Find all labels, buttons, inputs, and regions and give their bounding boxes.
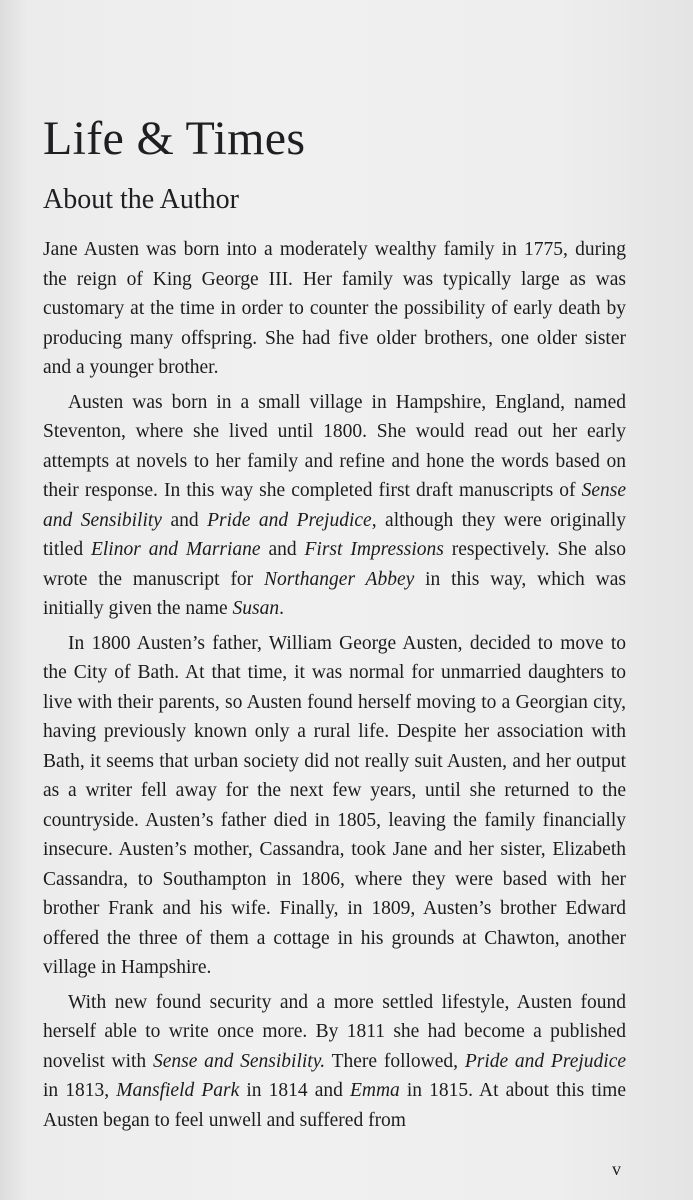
text-run: in this way, which was initially given the name <box>43 568 626 619</box>
text-run: . <box>279 598 285 619</box>
italic-title: Pride and Prejudice <box>207 509 372 531</box>
paragraph <box>43 388 626 624</box>
text-run: and <box>260 539 305 560</box>
italic-title: Elinor and Marriane <box>90 539 261 560</box>
paragraph <box>43 629 626 983</box>
page-number: v <box>612 1159 621 1179</box>
section-heading: About the Author <box>43 184 239 215</box>
text-run: in 1814 and <box>239 1080 350 1101</box>
text-run: and <box>161 509 208 531</box>
text-run: in 1813, <box>43 1080 117 1101</box>
text-run: , although they were originally titled <box>43 509 626 560</box>
italic-title: Sense and Sensibility. <box>152 1050 326 1072</box>
italic-title: Northanger Abbey <box>264 568 415 590</box>
paragraph <box>43 235 626 383</box>
paragraph <box>43 988 626 1136</box>
italic-title: First Impressions <box>304 539 444 560</box>
italic-title: Sense and Sensibility <box>43 480 626 531</box>
italic-title: Mansfield Park <box>116 1080 240 1101</box>
text-run: respectively. She also wrote the manuscript for <box>43 539 626 590</box>
body-text <box>43 235 626 1135</box>
text-run: In 1800 Austen’s father, William George Austen, decided to move to the City of Bath. At that time, it was normal for unmarried daughters to live with their parents, so Austen found herself moving to a Georgian city, having previously known only a rural life. Despite her association with Bath, it seems that urban society did not really suit Austen, and her output as a writer fell away for the next few years, until she returned to the countryside. Austen’s father died in 1805, leaving the family financially insecure. Austen’s mother, Cassandra, took Jane and her sister, Elizabeth Cassandra, to Southampton in 1806, where they were based with her brother Frank and his wife. Finally, in 1809, Austen’s brother Edward offered the three of them a cottage in his grounds at Chawton, another village in Hampshire. <box>43 632 626 978</box>
text-run: With new found security and a more settled lifestyle, Austen found herself able to write once more. By 1811 she had become a published novelist with <box>43 991 626 1072</box>
text-run: There followed, <box>325 1050 465 1072</box>
text-run: Jane Austen was born into a moderately wealthy family in 1775, during the reign of King George III. Her family was typically large as was customary at the time in order to counter the possibility of early death by producing many offspring. She had five older brothers, one older sister and a younger brother. <box>43 239 626 378</box>
italic-title: Pride and Prejudice <box>464 1050 627 1072</box>
page-title: Life & Times <box>43 112 306 165</box>
text-run: in 1815. At about this time Austen began to feel unwell and suffered from <box>43 1080 627 1131</box>
page-content <box>43 108 626 1140</box>
italic-title: Susan <box>232 598 280 619</box>
italic-title: Emma <box>349 1080 400 1101</box>
text-run: Austen was born in a small village in Hampshire, England, named Steventon, where she lived until 1800. She would read out her early attempts at novels to her family and refine and hone the words based on their response. In this way she completed first draft manuscripts of <box>43 391 626 501</box>
